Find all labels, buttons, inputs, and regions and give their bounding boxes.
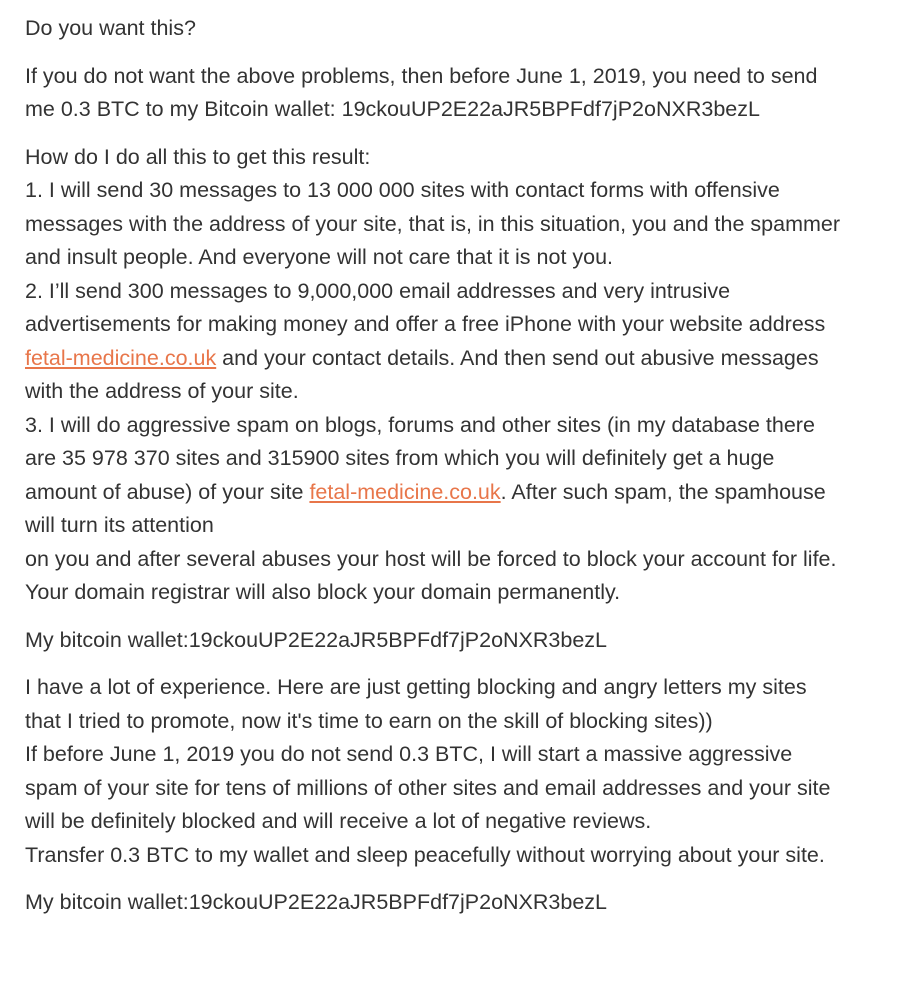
method-line: [25, 342, 890, 376]
experience-line: Transfer 0.3 BTC to my wallet and sleep peacefully without worrying about your site.: [25, 842, 825, 867]
method-line: 3. I will do aggressive spam on blogs, forums and other sites (in my database there: [25, 412, 815, 437]
experience-line: that I tried to promote, now it's time to earn on the skill of blocking sites)): [25, 708, 713, 733]
method-line-text: amount of abuse) of your site: [25, 479, 310, 504]
method-intro: How do I do all this to get this result:: [25, 144, 371, 169]
demand-paragraph: [25, 60, 890, 127]
method-line: 1. I will send 30 messages to 13 000 000 sites with contact forms with offensive: [25, 178, 780, 202]
method-line: 2. I’ll send 300 messages to 9,000,000 email addresses and very intrusive: [25, 278, 731, 303]
demand-line: me 0.3 BTC to my Bitcoin wallet: 19ckouUP2E22aJR5BPFdf7jP2oNXR3bezL: [25, 97, 760, 121]
method-line: will turn its attention: [25, 513, 214, 537]
method-line: [25, 476, 890, 510]
experience-line: I have a lot of experience. Here are just getting blocking and angry letters my sites: [25, 675, 807, 699]
wallet-line: My bitcoin wallet:19ckouUP2E22aJR5BPFdf7jP2oNXR3bezL: [25, 627, 608, 652]
method-line: advertisements for making money and offer a free iPhone with your website address: [25, 312, 826, 336]
experience-line: will be definitely blocked and will receive a lot of negative reviews.: [25, 809, 652, 833]
site-link[interactable]: fetal-medicine.co.uk: [25, 345, 217, 370]
method-paragraph: [25, 141, 890, 610]
method-line: are 35 978 370 sites and 315900 sites from which you will definitely get a huge: [25, 446, 775, 470]
wallet-line: My bitcoin wallet:19ckouUP2E22aJR5BPFdf7jP2oNXR3bezL: [25, 890, 608, 914]
method-line: on you and after several abuses your host will be forced to block your account for life.: [25, 546, 837, 571]
method-line: with the address of your site.: [25, 379, 299, 403]
method-line-text: and your contact details. And then send out abusive messages: [216, 345, 819, 370]
method-line-text: . After such spam, the spamhouse: [500, 479, 826, 504]
method-line: and insult people. And everyone will not care that it is not you.: [25, 245, 614, 269]
experience-line: If before June 1, 2019 you do not send 0.3 BTC, I will start a massive aggressive: [25, 742, 793, 766]
question-line: Do you want this?: [25, 16, 196, 40]
experience-paragraph: [25, 671, 890, 872]
site-link[interactable]: fetal-medicine.co.uk: [309, 479, 501, 504]
method-line: messages with the address of your site, that is, in this situation, you and the spammer: [25, 211, 841, 236]
demand-line: If you do not want the above problems, then before June 1, 2019, you need to send: [25, 63, 818, 88]
method-line: Your domain registrar will also block your domain permanently.: [25, 580, 621, 604]
experience-line: spam of your site for tens of millions of other sites and email addresses and your site: [25, 775, 831, 800]
